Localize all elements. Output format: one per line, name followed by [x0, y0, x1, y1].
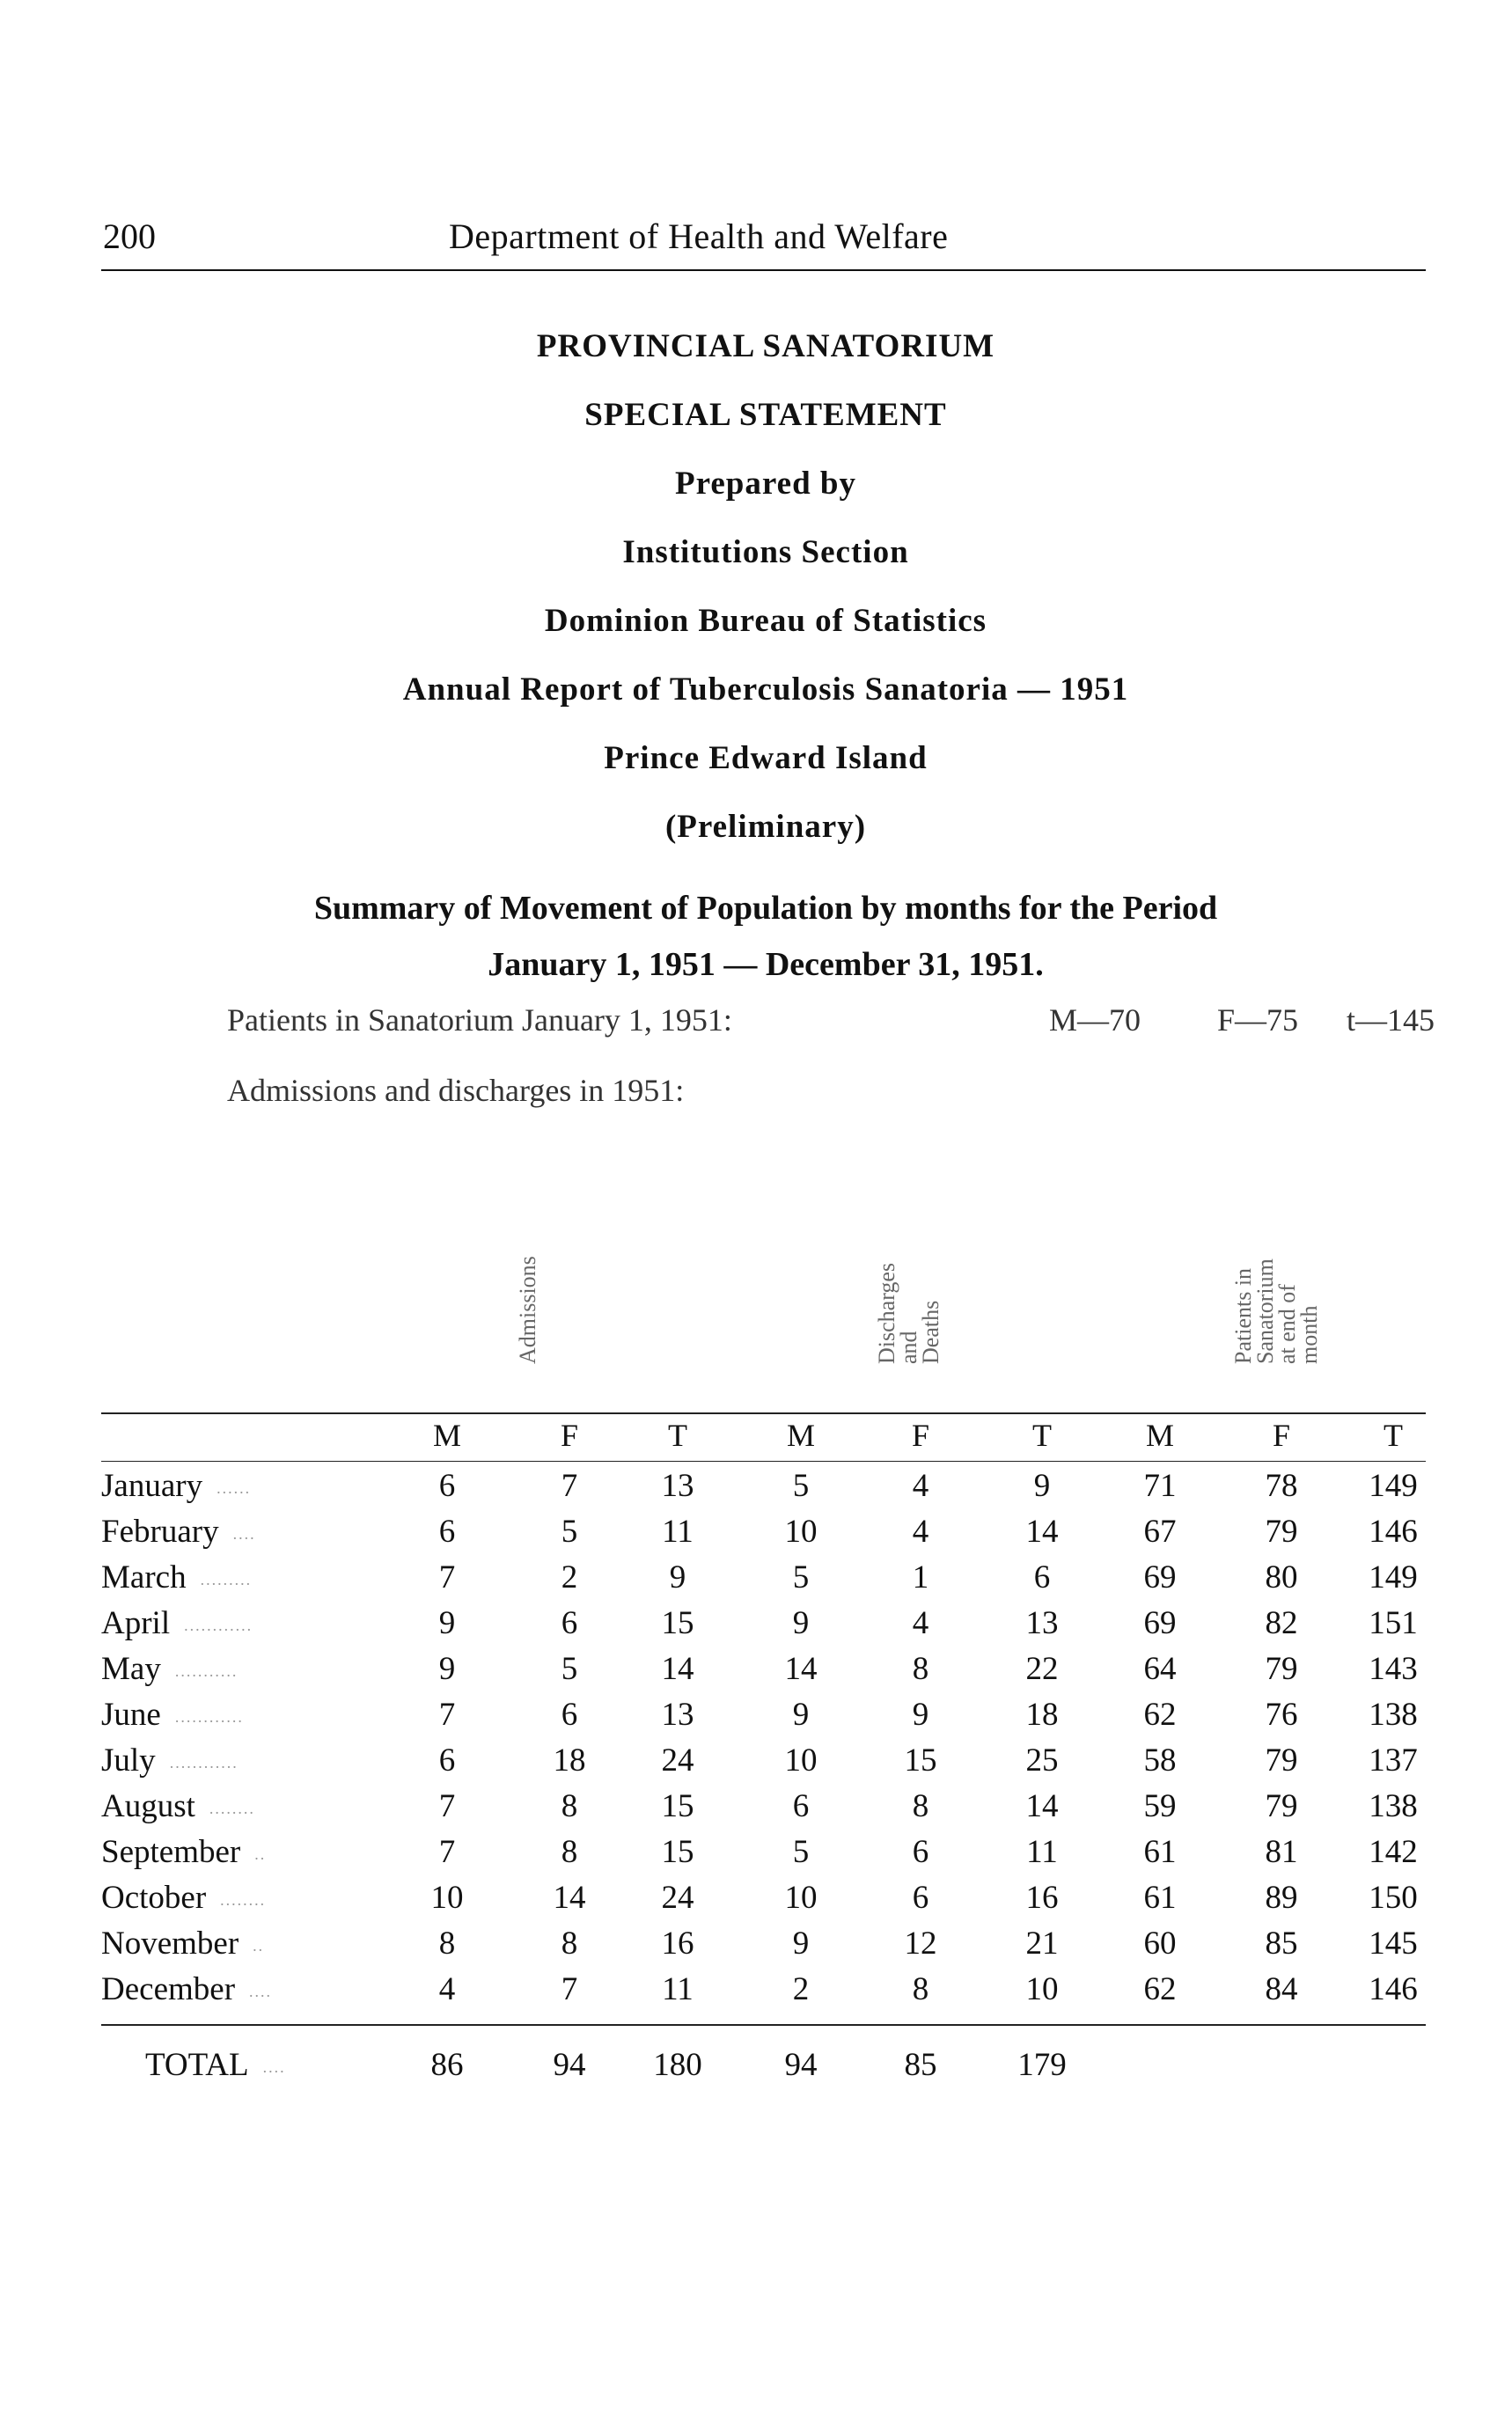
table-cell: 79: [1265, 1788, 1298, 1824]
table-row: [0, 1970, 1512, 2016]
month-label: October: [101, 1880, 207, 1916]
leader-dots: ............: [184, 1617, 253, 1635]
table-cell: 7: [438, 1788, 456, 1824]
table-cell: 18: [1025, 1697, 1059, 1733]
table-cell: 146: [1369, 1971, 1418, 2007]
table-cell: 8: [561, 1788, 578, 1824]
table-cell: 8: [438, 1926, 456, 1962]
title-line: Institutions Section: [622, 534, 909, 570]
total-cell: 180: [653, 2047, 702, 2083]
col-header-end-m: M: [1145, 1418, 1174, 1453]
table-cell: 16: [661, 1926, 694, 1962]
month-label-cell: [101, 1787, 255, 1825]
table-cell: 4: [912, 1514, 929, 1550]
table-cell: 13: [1025, 1605, 1059, 1641]
col-header-adm-m: M: [432, 1418, 461, 1453]
summary-heading: [0, 880, 1512, 993]
table-cell: 14: [1025, 1514, 1059, 1550]
leader-dots: ....: [249, 1983, 273, 2001]
table-row: [0, 1650, 1512, 1696]
table-cell: 71: [1143, 1468, 1177, 1504]
total-row: [0, 2046, 1512, 2092]
group-heading-line: Deaths: [918, 1300, 943, 1364]
month-label-cell: [101, 1513, 256, 1551]
table-cell: 6: [1033, 1559, 1051, 1595]
month-label: July: [101, 1742, 156, 1779]
total-cell: 86: [430, 2047, 464, 2083]
table-cell: 8: [561, 1834, 578, 1870]
table-cell: 15: [904, 1742, 937, 1779]
leader-dots: ........: [209, 1800, 255, 1818]
table-cell: 24: [661, 1880, 694, 1916]
table-bottom-rule: [101, 2024, 1426, 2026]
leader-dots: ........: [220, 1891, 267, 1910]
table-cell: 69: [1143, 1605, 1177, 1641]
group-heading-line: Discharges: [874, 1262, 899, 1364]
table-cell: 80: [1265, 1559, 1298, 1595]
group-heading-admissions: [517, 1179, 539, 1364]
table-cell: 67: [1143, 1514, 1177, 1550]
summary-line: January 1, 1951 — December 31, 1951.: [488, 946, 1044, 983]
table-cell: 9: [438, 1605, 456, 1641]
leader-dots: ..: [253, 1937, 265, 1955]
month-label: February: [101, 1514, 219, 1550]
table-cell: 138: [1369, 1697, 1418, 1733]
title-line: PROVINCIAL SANATORIUM: [536, 328, 995, 364]
table-cell: 79: [1265, 1514, 1298, 1550]
running-title: Department of Health and Welfare: [449, 216, 949, 256]
title-line: (Preliminary): [664, 809, 867, 845]
table-cell: 7: [438, 1559, 456, 1595]
table-row: [0, 1604, 1512, 1650]
group-heading-line: at end of: [1274, 1284, 1300, 1364]
leader-dots: ....: [262, 2058, 286, 2077]
col-header-adm-f: F: [560, 1418, 579, 1453]
table-cell: 5: [792, 1468, 810, 1504]
table-row: [0, 1879, 1512, 1925]
table-cell: 9: [792, 1605, 810, 1641]
table-cell: 64: [1143, 1651, 1177, 1687]
table-cell: 11: [662, 1971, 694, 2007]
table-cell: 6: [912, 1834, 929, 1870]
table-cell: 81: [1265, 1834, 1298, 1870]
table-cell: 6: [561, 1697, 578, 1733]
patients-start-label: Patients in Sanatorium January 1, 1951:: [227, 1002, 732, 1038]
table-cell: 8: [912, 1788, 929, 1824]
month-label-cell: [101, 1604, 253, 1642]
month-label-cell: [101, 1559, 252, 1596]
table-row: [0, 1467, 1512, 1513]
table-cell: 89: [1265, 1880, 1298, 1916]
table-cell: 2: [561, 1559, 578, 1595]
month-label: December: [101, 1971, 236, 2007]
table-cell: 7: [561, 1468, 578, 1504]
table-row: [0, 1787, 1512, 1833]
table-cell: 4: [438, 1971, 456, 2007]
group-heading-line: Admissions: [515, 1256, 540, 1364]
table-cell: 6: [792, 1788, 810, 1824]
table-cell: 14: [1025, 1788, 1059, 1824]
table-top-rule: [101, 1412, 1426, 1414]
title-block: [0, 312, 1512, 862]
table-cell: 7: [438, 1834, 456, 1870]
month-label-cell: [101, 1833, 266, 1871]
table-cell: 79: [1265, 1742, 1298, 1779]
total-label: TOTAL: [145, 2047, 249, 2083]
table-cell: 7: [561, 1971, 578, 2007]
table-row: [0, 1513, 1512, 1559]
table-cell: 11: [662, 1514, 694, 1550]
leader-dots: ......: [217, 1479, 252, 1498]
table-cell: 60: [1143, 1926, 1177, 1962]
table-cell: 62: [1143, 1971, 1177, 2007]
leader-dots: ....: [232, 1525, 256, 1544]
table-cell: 21: [1025, 1926, 1059, 1962]
table-row: [0, 1696, 1512, 1742]
table-cell: 13: [661, 1697, 694, 1733]
col-header-end-t: T: [1384, 1418, 1403, 1453]
table-cell: 12: [904, 1926, 937, 1962]
table-cell: 14: [661, 1651, 694, 1687]
leader-dots: ............: [174, 1708, 244, 1727]
table-cell: 10: [784, 1742, 818, 1779]
table-cell: 9: [792, 1926, 810, 1962]
table-cell: 5: [792, 1559, 810, 1595]
month-label-cell: [101, 1879, 266, 1917]
table-cell: 14: [553, 1880, 586, 1916]
month-label-cell: [101, 1650, 238, 1688]
leader-dots: ...........: [174, 1662, 239, 1681]
title-line: Prepared by: [675, 466, 856, 502]
table-cell: 82: [1265, 1605, 1298, 1641]
table-cell: 146: [1369, 1514, 1418, 1550]
month-label-cell: [101, 1970, 272, 2008]
total-cell: 94: [553, 2047, 586, 2083]
patients-start-line: [227, 1001, 1435, 1038]
table-cell: 4: [912, 1468, 929, 1504]
table-cell: 6: [561, 1605, 578, 1641]
table-cell: 138: [1369, 1788, 1418, 1824]
header-bottom-rule: [101, 1461, 1426, 1462]
table-cell: 84: [1265, 1971, 1298, 2007]
table-row: [0, 1925, 1512, 1970]
page-number: 200: [103, 216, 156, 256]
month-label: June: [101, 1697, 161, 1733]
table-cell: 61: [1143, 1880, 1177, 1916]
month-label: May: [101, 1651, 161, 1687]
table-cell: 11: [1026, 1834, 1058, 1870]
table-cell: 6: [438, 1514, 456, 1550]
month-label: August: [101, 1788, 195, 1824]
table-cell: 61: [1143, 1834, 1177, 1870]
title-line: Annual Report of Tuberculosis Sanatoria — 1951: [402, 671, 1129, 708]
table-cell: 6: [438, 1468, 456, 1504]
leader-dots: ..: [254, 1845, 267, 1864]
table-cell: 149: [1369, 1468, 1418, 1504]
table-cell: 9: [1033, 1468, 1051, 1504]
table-cell: 59: [1143, 1788, 1177, 1824]
month-label: November: [101, 1926, 239, 1962]
month-label-cell: [101, 1467, 251, 1505]
table-cell: 76: [1265, 1697, 1298, 1733]
group-heading-line: Sanatorium: [1252, 1258, 1278, 1364]
month-label: January: [101, 1468, 203, 1504]
group-heading-patients-end: [1232, 1179, 1320, 1364]
table-cell: 8: [912, 1971, 929, 2007]
table-cell: 8: [561, 1926, 578, 1962]
table-cell: 149: [1369, 1559, 1418, 1595]
table-cell: 151: [1369, 1605, 1418, 1641]
table-cell: 10: [784, 1514, 818, 1550]
table-cell: 6: [438, 1742, 456, 1779]
month-label-cell: [101, 1742, 239, 1779]
total-cell: 179: [1017, 2047, 1067, 2083]
col-header-dis-m: M: [786, 1418, 815, 1453]
table-cell: 6: [912, 1880, 929, 1916]
group-heading-line: and: [896, 1331, 921, 1364]
table-cell: 8: [912, 1651, 929, 1687]
table-cell: 137: [1369, 1742, 1418, 1779]
title-line: SPECIAL STATEMENT: [584, 397, 947, 433]
col-header-dis-f: F: [911, 1418, 930, 1453]
column-headers: [0, 1417, 1512, 1461]
leader-dots: ............: [169, 1754, 239, 1772]
table-cell: 24: [661, 1742, 694, 1779]
table-cell: 25: [1025, 1742, 1059, 1779]
table-cell: 10: [784, 1880, 818, 1916]
total-cell: 94: [784, 2047, 818, 2083]
table-cell: 18: [553, 1742, 586, 1779]
patients-start-total: t—145: [1347, 1002, 1435, 1038]
table-cell: 145: [1369, 1926, 1418, 1962]
table-cell: 10: [430, 1880, 464, 1916]
table-cell: 79: [1265, 1651, 1298, 1687]
table-cell: 78: [1265, 1468, 1298, 1504]
month-label: April: [101, 1605, 171, 1641]
admissions-intro: Admissions and discharges in 1951:: [227, 1073, 685, 1108]
table-cell: 15: [661, 1834, 694, 1870]
month-label-cell: [101, 1696, 244, 1734]
table-cell: 9: [912, 1697, 929, 1733]
col-header-adm-t: T: [668, 1418, 687, 1453]
group-heading-discharges: [876, 1179, 942, 1364]
table-cell: 142: [1369, 1834, 1418, 1870]
table-cell: 85: [1265, 1926, 1298, 1962]
table-cell: 58: [1143, 1742, 1177, 1779]
table-cell: 143: [1369, 1651, 1418, 1687]
col-header-dis-t: T: [1032, 1418, 1052, 1453]
table-cell: 62: [1143, 1697, 1177, 1733]
table-row: [0, 1833, 1512, 1879]
month-label: September: [101, 1834, 241, 1870]
month-label: March: [101, 1559, 187, 1595]
table-row: [0, 1742, 1512, 1787]
table-cell: 10: [1025, 1971, 1059, 2007]
table-cell: 9: [438, 1651, 456, 1687]
total-label-cell: [145, 2046, 286, 2084]
table-cell: 69: [1143, 1559, 1177, 1595]
table-cell: 16: [1025, 1880, 1059, 1916]
patients-start-male: M—70: [1049, 1002, 1141, 1038]
group-heading-line: Patients in: [1230, 1267, 1256, 1364]
table-cell: 9: [792, 1697, 810, 1733]
summary-line: Summary of Movement of Population by months for the Period: [313, 890, 1218, 927]
total-cell: 85: [904, 2047, 937, 2083]
table-cell: 5: [561, 1651, 578, 1687]
patients-start-female: F—75: [1217, 1002, 1299, 1038]
table-cell: 15: [661, 1788, 694, 1824]
table-cell: 13: [661, 1468, 694, 1504]
header-rule: [101, 269, 1426, 271]
table-cell: 15: [661, 1605, 694, 1641]
table-cell: 14: [784, 1651, 818, 1687]
title-line: Dominion Bureau of Statistics: [544, 603, 987, 639]
month-label-cell: [101, 1925, 264, 1962]
group-heading-line: month: [1296, 1305, 1322, 1364]
table-cell: 5: [792, 1834, 810, 1870]
table-row: [0, 1559, 1512, 1604]
table-cell: 7: [438, 1697, 456, 1733]
col-header-end-f: F: [1272, 1418, 1291, 1453]
table-cell: 9: [669, 1559, 686, 1595]
table-cell: 22: [1025, 1651, 1059, 1687]
table-cell: 150: [1369, 1880, 1418, 1916]
table-cell: 5: [561, 1514, 578, 1550]
table-cell: 2: [792, 1971, 810, 2007]
title-line: Prince Edward Island: [604, 740, 928, 776]
leader-dots: .........: [200, 1571, 253, 1589]
table-cell: 4: [912, 1605, 929, 1641]
table-cell: 1: [912, 1559, 929, 1595]
